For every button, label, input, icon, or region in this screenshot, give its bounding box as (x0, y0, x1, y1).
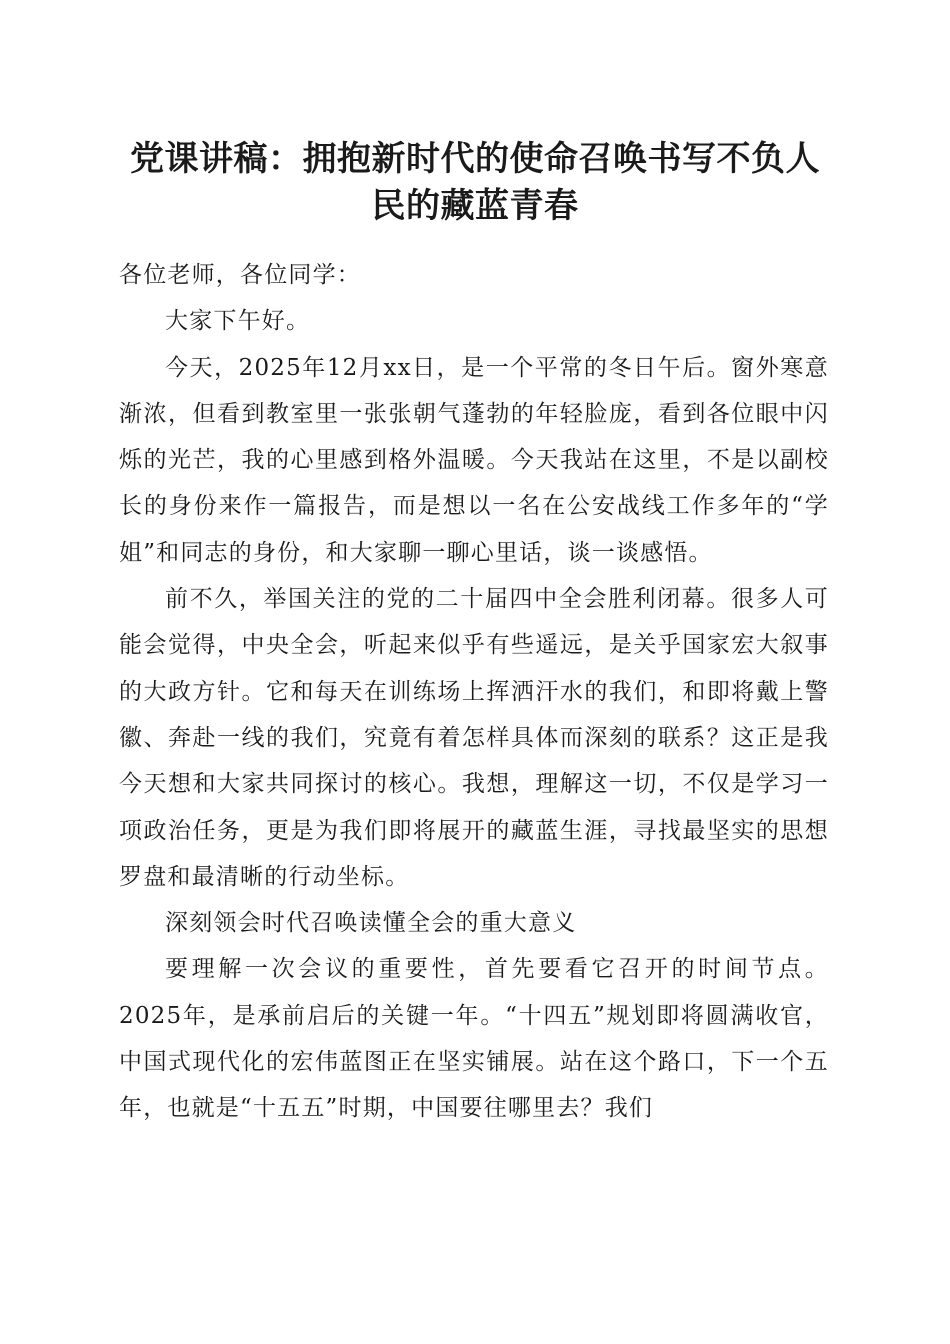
paragraph-timing: 要理解一次会议的重要性，首先要看它召开的时间节点。2025年，是承前启后的关键一年。“十四五”规划即将圆满收官，中国式现代化的宏伟蓝图正在坚实铺展。站在这个路口，下一个五年，也就是“十五五”时期，中国要往哪里去？我们 (119, 956, 829, 1122)
salutation: 各位老师，各位同学： (119, 262, 361, 288)
title-line-1: 党课讲稿：拥抱新时代的使命召唤书写不负人 (130, 139, 820, 179)
paragraph-opening: 今天，2025年12月xx日，是一个平常的冬日午后。窗外寒意渐浓，但看到教室里一张张朝气蓬勃的年轻脸庞，看到各位眼中闪烁的光芒，我的心里感到格外温暖。今天我站在这里，不是以副校长的身份来作一篇报告，而是想以一名在公安战线工作多年的“学姐”和同志的身份，和大家聊一聊心里话，谈一谈感悟。 (119, 354, 829, 566)
document-title (100, 136, 850, 230)
document-body (119, 252, 829, 1132)
section-heading: 深刻领会时代召唤读懂全会的重大意义 (165, 910, 577, 937)
paragraph-plenum: 前不久，举国关注的党的二十届四中全会胜利闭幕。很多人可能会觉得，中央全会，听起来似乎有些遥远，是关乎国家宏大叙事的大政方针。它和每天在训练场上挥洒汗水的我们，和即将戴上警徽、奔赴一线的我们，究竟有着怎样具体而深刻的联系？这正是我今天想和大家共同探讨的核心。我想，理解这一切，不仅是学习一项政治任务，更是为我们即将展开的藏蓝生涯，寻找最坚实的思想罗盘和最清晰的行动坐标。 (119, 586, 829, 890)
paragraph-greeting: 大家下午好。 (165, 308, 311, 335)
title-line-2: 民的藏蓝青春 (371, 186, 579, 226)
